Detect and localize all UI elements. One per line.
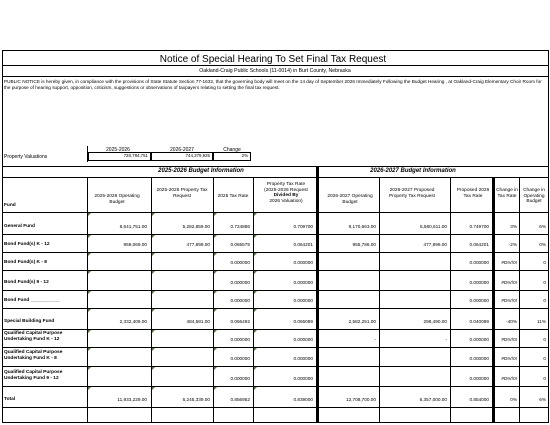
document-subtitle: Oakland-Craig Public Schools (11-0014) in Burt County, Nebraska: [199, 68, 351, 74]
cell-f: -: [445, 337, 447, 342]
cell-e: -: [374, 337, 376, 342]
header-fund: Fund: [4, 203, 16, 208]
valuation-2026-value: 744,379,925: [185, 153, 210, 158]
cell-c: 0.000000: [230, 280, 250, 285]
header-2026-operating-budget: 2026-2027 Operating Budget: [327, 194, 373, 205]
cell-h: -2%: [508, 242, 517, 247]
cell-f: 477,899.00: [423, 242, 447, 247]
cell-h: #DIV/0!: [501, 376, 517, 381]
cell-f: 6,357,000.00: [419, 397, 447, 402]
cell-e: 9,170,663.00: [348, 224, 376, 229]
cell-d: 0.839000: [293, 397, 313, 402]
cell-h: #DIV/0!: [501, 260, 517, 265]
header-proposed-2026-tax-rate: Proposed 2026 Tax Rate: [456, 188, 490, 199]
cell-d: 0.000000: [293, 337, 313, 342]
fund-name: Total: [4, 397, 16, 402]
fund-name: Bond Fund ___________: [4, 298, 60, 303]
cell-g: 0.854000: [469, 397, 489, 402]
header-change-operating-budget: Change in Operating Budget: [523, 188, 545, 205]
cell-e: 955,786.00: [352, 242, 376, 247]
cell-d: 0.000000: [293, 260, 313, 265]
fund-name: Qualified Capital Purpose Undertaking Fund 9 - 12: [4, 370, 63, 381]
cell-g: 0.000000: [469, 376, 489, 381]
cell-i: 0: [543, 280, 546, 285]
valuation-change-value: 2%: [241, 153, 248, 158]
cell-i: 11%: [536, 319, 546, 324]
cell-g: 0.064201: [469, 242, 489, 247]
fund-name: Bond Fund(s) 9 - 12: [4, 280, 49, 285]
cell-f: 5,580,611.00: [419, 224, 447, 229]
cell-d: 0.064201: [293, 242, 313, 247]
cell-h: 0%: [510, 397, 517, 402]
cell-a: 2,332,409.00: [119, 319, 147, 324]
cell-c: 0.000000: [230, 298, 250, 303]
cell-i: 6%: [539, 224, 546, 229]
cell-f: 298,490.00: [423, 319, 447, 324]
cell-g: 0.000000: [469, 260, 489, 265]
cell-a: 959,069.00: [123, 242, 147, 247]
header-property-tax-rate-line2: (2025-2026 Request: [264, 187, 308, 193]
cell-c: 0.066492: [230, 319, 250, 324]
cell-d: 0.000000: [293, 376, 313, 381]
cell-i: 0: [543, 298, 546, 303]
public-notice: PUBLIC NOTICE is hereby given, in compliance with the provisions of State Statute Section 77-1632, that the governing body will meet on the 14 day of September 2026 Immediately Following the Budget Hearing , at Oakland-Craig Elementary Choir Room for the purpose of hearing support, opposition, criticism, suggestions or observations of taxpayers relating to setting the final tax request.: [4, 79, 542, 91]
cell-g: 0.040099: [469, 319, 489, 324]
fund-name: Special Building Fund: [4, 319, 55, 324]
cell-i: 0: [543, 337, 546, 342]
sheet-border: [2, 50, 549, 423]
property-valuations-label: Property Valuations: [4, 154, 48, 160]
cell-a: 11,933,229.00: [117, 397, 147, 402]
section-2025-budget: 2025-2026 Budget Information: [158, 168, 244, 174]
cell-h: #DIV/0!: [501, 280, 517, 285]
header-property-tax-rate-line1: Property Tax Rate: [266, 182, 306, 187]
fund-name: General Fund: [4, 224, 35, 229]
cell-h: -40%: [506, 319, 517, 324]
fund-name: Bond Fund(s) K - 12: [4, 242, 50, 247]
section-2026-budget: 2026-2027 Budget Information: [370, 168, 456, 174]
header-2025-property-tax-request: 2025-2026 Property Tax Request: [156, 188, 208, 199]
cell-c: 0.000000: [230, 260, 250, 265]
cell-i: 0: [543, 356, 546, 361]
cell-d: 0.000000: [293, 356, 313, 361]
cell-h: #DIV/0!: [501, 356, 517, 361]
cell-c: 0.000000: [230, 376, 250, 381]
cell-g: 0.000000: [469, 356, 489, 361]
cell-b: 6,245,339.00: [182, 397, 210, 402]
cell-e: 12,708,700.00: [346, 397, 376, 402]
cell-b: 5,282,859.00: [182, 224, 210, 229]
cell-i: 0%: [539, 242, 546, 247]
header-2025-operating-budget: 2025-2026 Operating Budget: [94, 194, 140, 205]
valuation-2025-value: 728,784,751: [123, 153, 148, 158]
fund-name: Qualified Capital Purpose Undertaking Fund K - 8: [4, 350, 63, 361]
cell-d: 0.709700: [293, 224, 313, 229]
fund-name: Bond Fund(s) K - 8: [4, 260, 47, 265]
cell-i: 0: [543, 376, 546, 381]
valuation-col-2025: 2025-2026: [106, 147, 130, 153]
cell-h: #DIV/0!: [501, 337, 517, 342]
cell-d: 0.000000: [293, 280, 313, 285]
cell-c: 0.000000: [230, 356, 250, 361]
valuation-col-2026: 2026-2027: [170, 147, 194, 153]
header-2025-tax-rate: 2025 Tax Rate: [217, 194, 249, 199]
valuation-col-change: Change: [223, 147, 241, 153]
header-2026-proposed-tax-request: 2026-2027 Proposed Property Tax Request: [388, 188, 436, 199]
cell-c: 0.000000: [230, 337, 250, 342]
cell-g: 0.000000: [469, 298, 489, 303]
cell-c: 0.724886: [230, 224, 250, 229]
fund-name: Qualified Capital Purpose Undertaking Fund K - 12: [4, 331, 63, 342]
cell-g: 0.000000: [469, 280, 489, 285]
cell-d: 0.000000: [293, 298, 313, 303]
cell-i: 6%: [539, 397, 546, 402]
cell-c: 0.065575: [230, 242, 250, 247]
cell-d: 0.065099: [293, 319, 313, 324]
header-property-tax-rate-line4: 2026 Valuation): [269, 198, 303, 204]
cell-c: 0.856952: [230, 397, 250, 402]
header-change-tax-rate: Change in Tax Rate: [496, 188, 518, 199]
cell-h: #DIV/0!: [501, 298, 517, 303]
header-property-tax-rate-line3: Divided By: [273, 193, 299, 199]
cell-g: 0.749700: [469, 224, 489, 229]
cell-h: 3%: [510, 224, 517, 229]
cell-b: 484,581.00: [186, 319, 210, 324]
cell-a: 8,641,751.00: [119, 224, 147, 229]
cell-b: 477,899.00: [186, 242, 210, 247]
document-title: Notice of Special Hearing To Set Final Tax Request: [159, 54, 387, 65]
cell-e: 2,582,251.00: [348, 319, 376, 324]
cell-i: 0: [543, 260, 546, 265]
cell-g: 0.000000: [469, 337, 489, 342]
